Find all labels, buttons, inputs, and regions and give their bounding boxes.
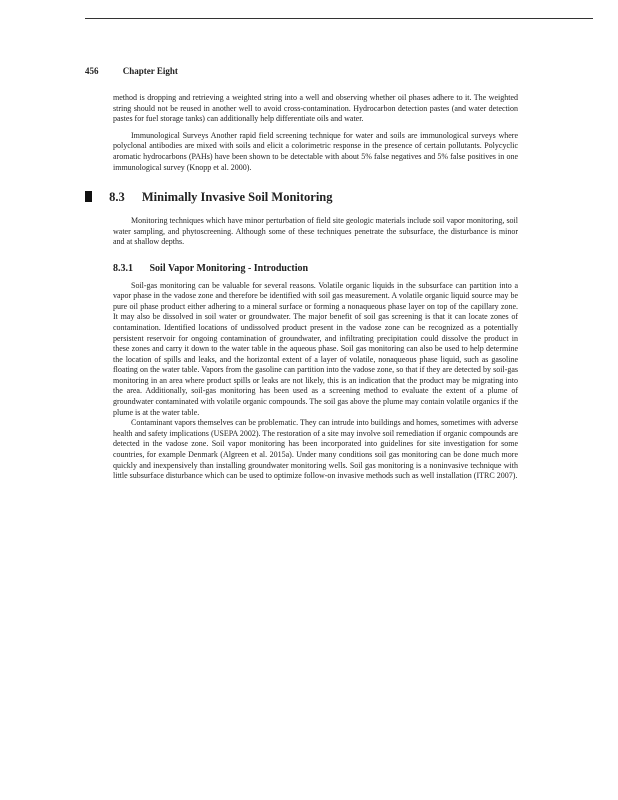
paragraph: Soil-gas monitoring can be valuable for several reasons. Volatile organic liquids in the subsurface can partition into a vapor phase in the vadose zone and therefore be identified with soil gas measurement. A volatile organic liquid source may be pure oil phase product either adhering to a mineral surface or forming a nonaqueous phase layer on top of the capillary zone. It may also be dissolved in soil water or groundwater. The major benefit of soil gas screening is that it can locate zones of contamination. Identified locations of undissolved product present in the vadose zone can be recognized as a potentially persistent reservoir for ongoing contamination of groundwater, and infiltrating precipitation could dissolve the product in these zones and carry it down to the water table in the aqueous phase. Soil gas monitoring can also be used to help determine the location of spills and leaks, and the horizontal extent of a layer of volatile, nonaqueous phase liquid, such as gasoline floating on the water table. Vapors from the gasoline can partition into the vadose zone, so that if they are detected by soil-gas monitoring in an area where product spills or leaks are not likely, this is an indication that the product may be migrating into the area. Additionally, soil-gas monitoring has been used as a screening method to evaluate the extent of a plume of groundwater contaminated with volatile organic compounds. The soil gas above the plume may contain volatile organics if the plume is at the water table. xyxy=(113,280,518,417)
subsection-heading xyxy=(113,264,518,275)
chapter-label: Chapter Eight xyxy=(122,66,178,76)
paragraph: Contaminant vapors themselves can be problematic. They can intrude into buildings and homes, sometimes with adverse health and safety implications (USEPA 2002). The restoration of a site may involve soil remediation if organic compounds are detected in the vadose zone. Soil vapor monitoring has been incorporated into guidelines for site investigation for some countries, for example Denmark (Algreen et al. 2015a). Under many conditions soil gas monitoring can be done much more quickly and inexpensively than installing groundwater monitoring wells. Soil gas monitoring is a noninvasive technique with little subsurface disturbance which can be used to optimize follow-on invasive methods such as well installation (ITRC 2007). xyxy=(113,418,518,481)
paragraph: method is dropping and retrieving a weighted string into a well and observing whether oil phases adhere to it. The weighted string should not be reused in another well to avoid cross-contamination. Hydrocarbon detection pastes (and water detection pastes for fuel storage tanks) can additionally help differentiate oils and water. xyxy=(113,93,518,124)
running-header xyxy=(85,66,178,76)
section-heading xyxy=(85,191,518,207)
top-rule xyxy=(85,18,593,19)
paragraph: Immunological Surveys Another rapid field screening technique for water and soils are immunological surveys where polyclonal antibodies are mixed with soils and elicit a colorimetric response in the presence of certain pollutants. Polycyclic aromatic hydrocarbons (PAHs) have been shown to be detectable with about 5% false negatives and 5% false positives in one immunological survey (Knopp et al. 2000). xyxy=(113,130,518,172)
subsection-title: Soil Vapor Monitoring - Introduction xyxy=(149,262,309,274)
section-number: 8.3 xyxy=(109,190,125,205)
page-number: 456 xyxy=(85,66,99,76)
section-title: Minimally Invasive Soil Monitoring xyxy=(141,190,333,205)
subsection-number: 8.3.1 xyxy=(113,262,133,274)
section-marker xyxy=(85,191,92,202)
page-body xyxy=(109,93,518,482)
paragraph: Monitoring techniques which have minor perturbation of field site geologic materials include soil vapor monitoring, soil water sampling, and phytoscreening. Although some of these techniques penetrate the subsurface, the disturbance is minor and at shallow depths. xyxy=(113,216,518,247)
